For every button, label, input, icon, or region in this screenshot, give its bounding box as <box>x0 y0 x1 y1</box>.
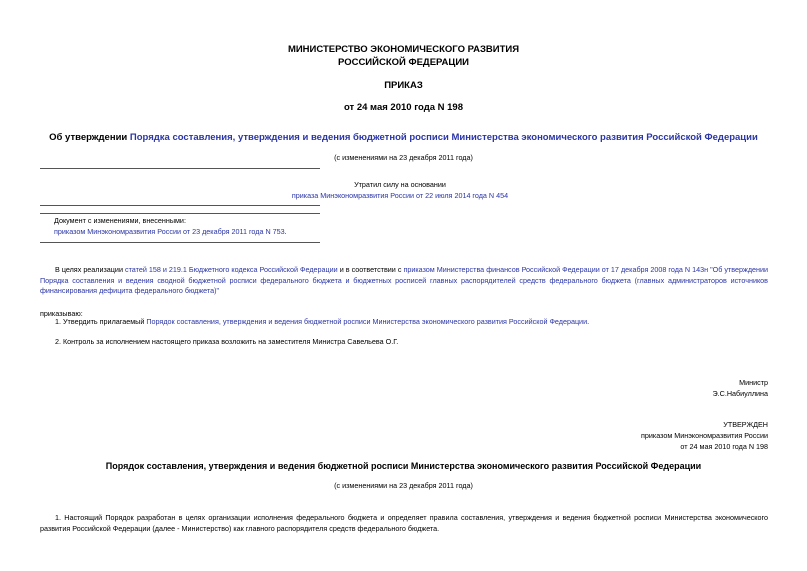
signature-position: Министр <box>739 378 768 387</box>
approved-line1: приказом Минэкономразвития России <box>641 431 768 440</box>
preamble-text: В целях реализации <box>55 265 125 274</box>
item-1-text: 1. Утвердить прилагаемый <box>55 317 147 326</box>
ministry-name-line1: МИНИСТЕРСТВО ЭКОНОМИЧЕСКОГО РАЗВИТИЯ <box>287 44 520 55</box>
minfin-order-link[interactable]: приказом Министерства финансов Российской Федерации от 17 декабря 2008 года N 143н "Об утверждении Порядка составления и ведения сводной бюджетной росписи федерального бюджета и бюджетных росписей главных распорядителей средств федерального бюджета (главных администраторов источников финансирования дефицита федерального бюджета)" <box>40 265 769 296</box>
title-prefix: Об утверждении <box>49 132 130 143</box>
item-1-suffix: . <box>587 317 590 326</box>
repealed-label: Утратил силу на основании <box>354 180 446 189</box>
procedure-link[interactable]: Порядок составления, утверждения и ведения бюджетной росписи Министерства экономического развития Российской Федерации <box>146 317 588 326</box>
changes-link[interactable]: приказом Минэкономразвития России от 23 декабря 2011 года N 753 <box>54 227 285 236</box>
changes-suffix: . <box>284 227 287 236</box>
divider <box>40 242 320 243</box>
title-link[interactable]: Порядка составления, утверждения и ведения бюджетной росписи Министерства экономического развития Российской Федерации <box>129 132 758 143</box>
ministry-name-line2: РОССИЙСКОЙ ФЕДЕРАЦИИ <box>337 57 469 68</box>
amended-note: (с изменениями на 23 декабря 2011 года) <box>334 153 473 162</box>
repealed-link[interactable]: приказа Минэкономразвития России от 22 июля 2014 года N 454 <box>291 191 509 200</box>
item-1 <box>55 317 589 328</box>
doc-type: ПРИКАЗ <box>384 80 423 91</box>
order-word: приказываю: <box>40 309 83 318</box>
preamble-text: и в соответствии с <box>337 265 404 274</box>
changes-label: Документ с изменениями, внесенными: <box>54 216 186 225</box>
repealed-link-row <box>40 191 760 202</box>
budget-code-link[interactable]: статей 158 и 219.1 Бюджетного кодекса Российской Федерации <box>124 265 338 274</box>
procedure-title: Порядок составления, утверждения и ведения бюджетной росписи Министерства экономического развития Российской Федерации <box>105 461 702 471</box>
signature-name: Э.С.Набиуллина <box>712 389 768 398</box>
doc-date-number: от 24 мая 2010 года N 198 <box>343 102 464 113</box>
changes-link-row <box>54 227 287 238</box>
divider <box>40 205 320 206</box>
approved-line2: от 24 мая 2010 года N 198 <box>680 442 768 451</box>
procedure-paragraph-1: 1. Настоящий Порядок разработан в целях организации исполнения федерального бюджета и определяет правила составления, утверждения и ведения бюджетной росписи Министерства экономического развития Российской Федерации (далее - Министерство) как главного распорядителя средств федерального бюджета. <box>40 513 768 533</box>
item-2: 2. Контроль за исполнением настоящего приказа возложить на заместителя Министра Савельева О.Г. <box>55 337 399 346</box>
procedure-amended-note: (с изменениями на 23 декабря 2011 года) <box>334 481 473 490</box>
divider <box>40 213 320 214</box>
preamble <box>40 265 768 297</box>
approved-title: УТВЕРЖДЕН <box>723 420 768 429</box>
page-title <box>0 132 807 143</box>
divider <box>40 168 320 169</box>
